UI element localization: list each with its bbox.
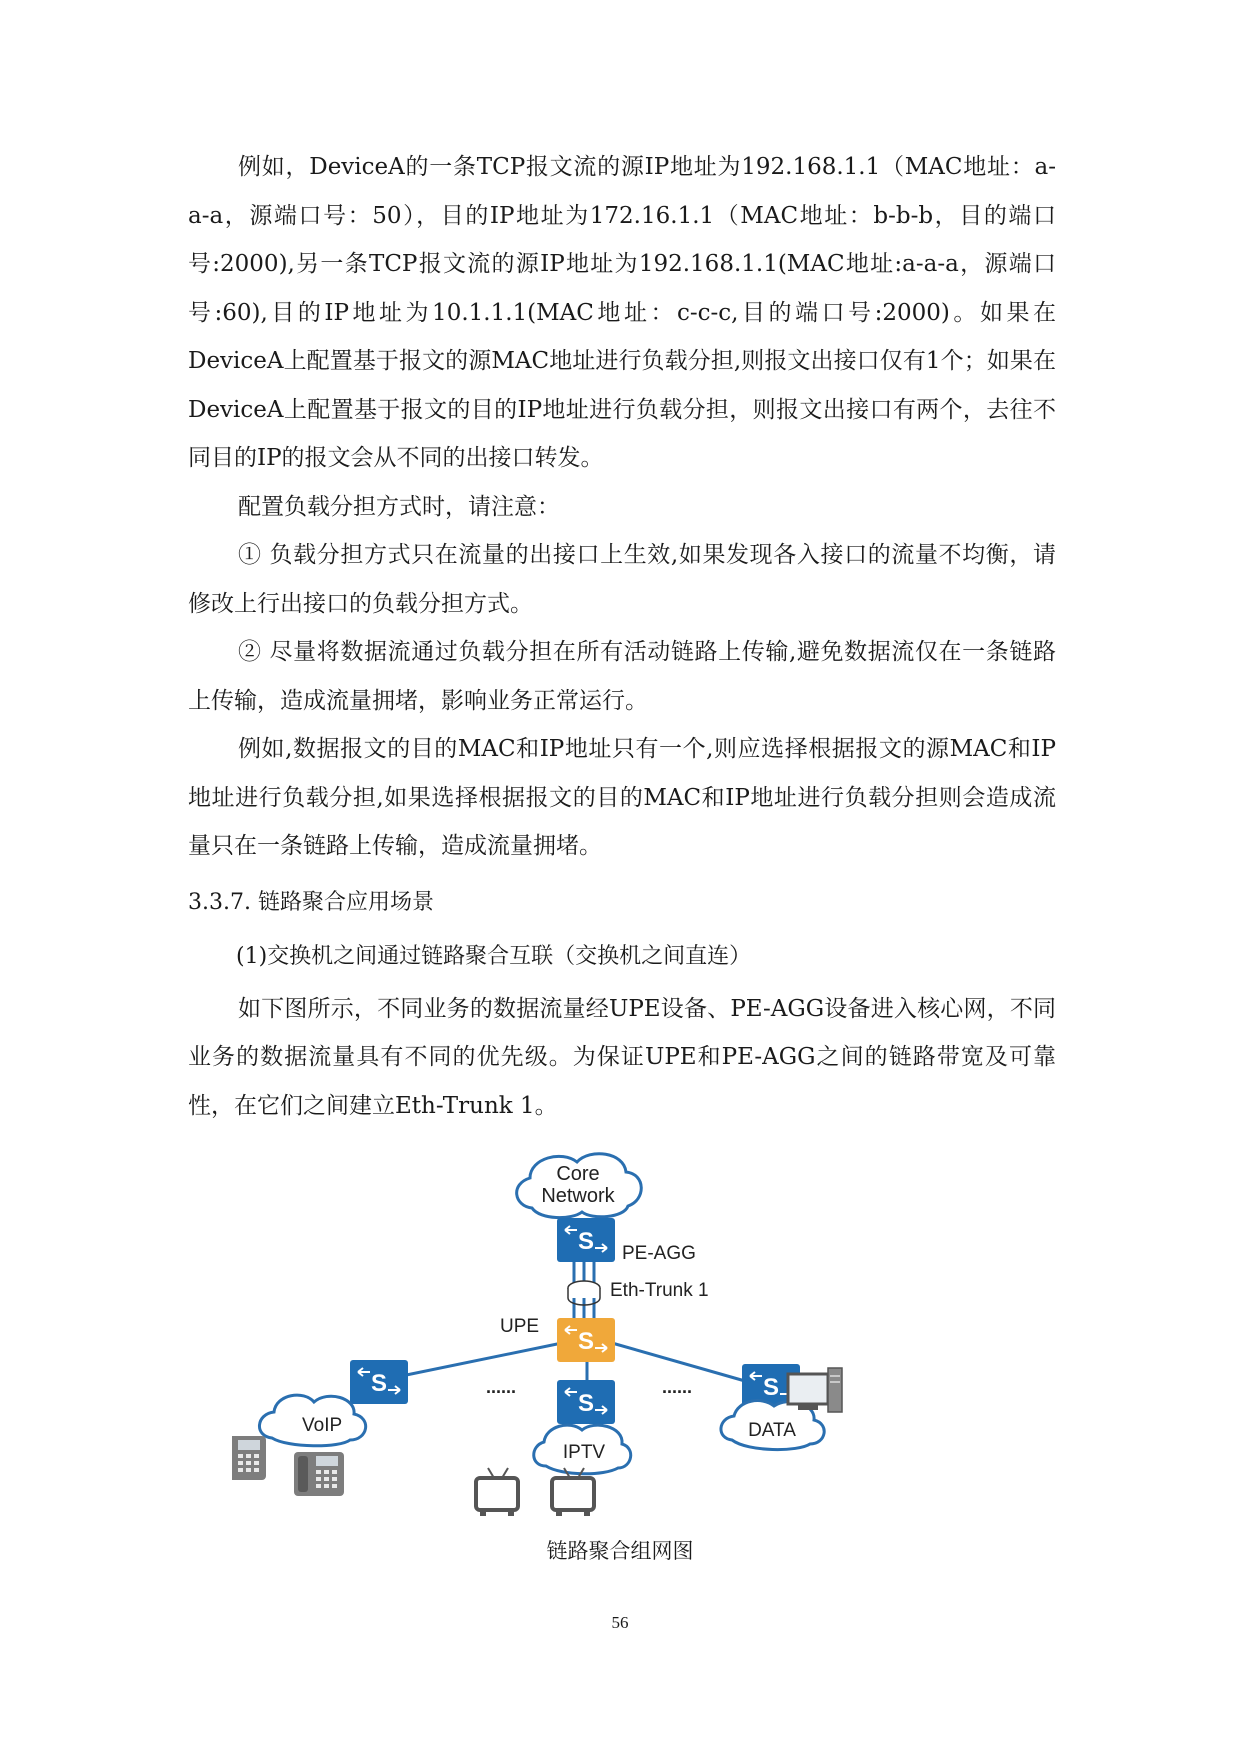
ellipsis-left: ......	[486, 1377, 517, 1397]
iptv-switch	[557, 1380, 615, 1424]
paragraph-example-deviceA: 例如，DeviceA的一条TCP报文流的源IP地址为192.168.1.1（MAC地址：a-a-a，源端口号：50），目的IP地址为172.16.1.1（MAC地址：b-b-b，目的端口号:2000),另一条TCP报文流的源IP地址为192.168.1.1(MAC地址:a-a-a，源端口号:60),目的IP地址为10.1.1.1(MAC地址：c-c-c,目的端口号:2000)。如果在DeviceA上配置基于报文的源MAC地址进行负载分担,则报文出接口仅有1个；如果在DeviceA上配置基于报文的目的IP地址进行负载分担，则报文出接口有两个，去往不同目的IP的报文会从不同的出接口转发。	[188, 154, 1056, 471]
iptv-cloud	[534, 1425, 631, 1474]
voip-switch-icon: S	[370, 1370, 388, 1397]
link-aggregation-diagram	[232, 1148, 952, 1558]
iptv-label: IPTV	[562, 1442, 606, 1463]
computer-icon	[788, 1368, 842, 1412]
tv-icon	[476, 1468, 518, 1516]
pe-agg-label: PE-AGG	[622, 1243, 696, 1264]
eth-trunk-label: Eth-Trunk 1	[610, 1280, 709, 1301]
data-switch-icon: S	[762, 1374, 780, 1401]
voip-cloud	[259, 1395, 365, 1446]
core-network-label-2: Network	[541, 1185, 615, 1207]
upe-switch-icon: S	[577, 1328, 595, 1355]
voip-switch	[350, 1360, 408, 1404]
section-heading: 3.3.7. 链路聚合应用场景	[188, 889, 434, 915]
ip-phone-icon	[294, 1452, 344, 1496]
upe-switch	[557, 1318, 615, 1362]
voip-label: VoIP	[302, 1415, 343, 1436]
paragraph-note-intro: 配置负载分担方式时，请注意：	[238, 493, 560, 520]
subsection-heading: (1)交换机之间通过链路聚合互联（交换机之间直连）	[236, 943, 752, 969]
paragraph-note-2: ② 尽量将数据流通过负载分担在所有活动链路上传输,避免数据流仅在一条链路上传输，造成流量拥堵，影响业务正常运行。	[188, 639, 1056, 714]
paragraph-example-mac-ip: 例如,数据报文的目的MAC和IP地址只有一个,则应选择根据报文的源MAC和IP地址进行负载分担,如果选择根据报文的目的MAC和IP地址进行负载分担则会造成流量只在一条链路上传输，造成流量拥堵。	[188, 736, 1056, 859]
figure-caption: 链路聚合组网图	[546, 1539, 694, 1563]
pe-agg-switch	[557, 1218, 615, 1262]
ellipsis-right: ......	[662, 1377, 693, 1397]
paragraph-scenario: 如下图所示，不同业务的数据流量经UPE设备、PE-AGG设备进入核心网，不同业务的数据流量具有不同的优先级。为保证UPE和PE-AGG之间的链路带宽及可靠性，在它们之间建立Eth-Trunk 1。	[188, 995, 1056, 1119]
ip-phone-icon	[232, 1436, 266, 1480]
page-number: 56	[611, 1613, 629, 1632]
body-text	[188, 143, 1056, 1130]
core-network-label-1: Core	[556, 1163, 600, 1185]
core-network-cloud	[517, 1154, 642, 1218]
link-upe-voip	[382, 1343, 562, 1380]
paragraph-note-1: ① 负载分担方式只在流量的出接口上生效,如果发现各入接口的流量不均衡，请修改上行出接口的负载分担方式。	[188, 542, 1056, 617]
iptv-switch-icon: S	[577, 1390, 595, 1417]
upe-label: UPE	[500, 1316, 540, 1337]
data-label: DATA	[748, 1420, 796, 1441]
pe-agg-switch-icon: S	[577, 1228, 595, 1255]
